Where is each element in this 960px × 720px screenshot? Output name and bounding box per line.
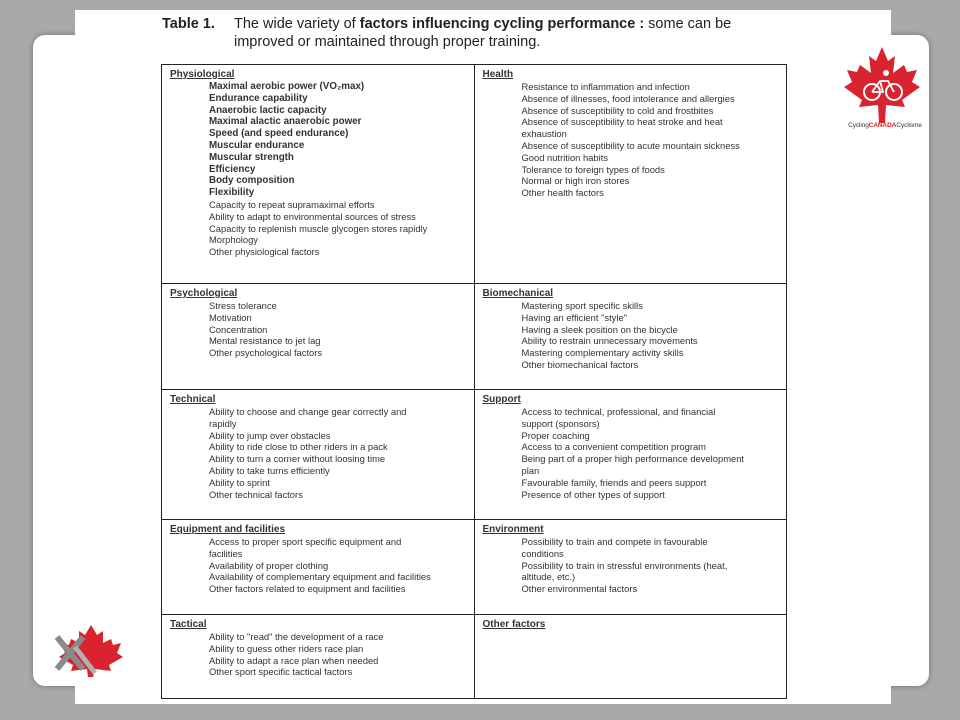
factor-item: Mastering complementary activity skills — [521, 347, 684, 359]
factor-item: Other health factors — [521, 187, 604, 199]
caption-line-1 — [162, 15, 862, 33]
factor-item: Other physiological factors — [209, 246, 320, 258]
category-cell-environment — [474, 520, 787, 615]
factor-item: Maximal aerobic power (VO₂max) — [209, 81, 365, 92]
caption-text-bold: factors influencing cycling performance : — [359, 16, 645, 32]
factor-item: Muscular endurance — [209, 139, 305, 151]
factor-list — [483, 536, 781, 595]
factor-item: Being part of a proper high performance development plan — [521, 453, 745, 476]
factor-item: Morphology — [209, 234, 258, 246]
factor-item: Ability to adapt a race plan when needed — [209, 654, 379, 666]
factor-item: Other biomechanical factors — [521, 358, 639, 370]
factor-item: Other psychological factors — [209, 347, 323, 359]
factor-item: Normal or high iron stores — [521, 175, 630, 187]
category-title: Equipment and facilities — [170, 524, 286, 535]
factor-item: Other environmental factors — [521, 583, 638, 595]
factor-item: Efficiency — [209, 163, 256, 175]
category-title: Psychological — [170, 288, 238, 299]
factor-item: Absence of susceptibility to heat stroke and heat exhaustion — [521, 116, 723, 140]
category-title: Other factors — [482, 619, 546, 630]
logo-text-red: CANADA — [868, 122, 897, 129]
factor-item: Access to proper sport specific equipment and facilities — [209, 536, 402, 559]
document-page — [75, 10, 891, 704]
factor-item: Access to a convenient competition program — [521, 441, 706, 453]
table-row — [162, 390, 787, 520]
factor-item: Motivation — [209, 311, 252, 323]
logo-text-suffix: Cyclisme — [896, 122, 922, 129]
factor-item: Tolerance to foreign types of foods — [521, 163, 665, 175]
factor-item: Absence of illnesses, food intolerance and allergies — [521, 92, 735, 104]
table-row — [162, 65, 787, 284]
table-row — [162, 615, 787, 699]
factor-item: Availability of complementary equipment and facilities — [209, 571, 431, 583]
logo-wordmark — [845, 122, 925, 129]
caption-text-after: some can be — [644, 16, 732, 32]
factor-item: Mental resistance to jet lag — [209, 335, 321, 347]
factor-item: Other technical factors — [209, 488, 303, 500]
factor-item: Mastering sport specific skills — [521, 300, 643, 311]
factor-item: Having an efficient "style" — [521, 311, 627, 323]
category-title: Technical — [170, 394, 216, 405]
factor-item: Maximal alactic anaerobic power — [209, 116, 362, 128]
factor-item: Ability to restrain unnecessary movements — [521, 335, 698, 347]
factor-item: Stress tolerance — [209, 300, 277, 311]
factor-item: Ability to choose and change gear correctly and rapidly — [209, 406, 407, 429]
factor-item: Ability to jump over obstacles — [209, 429, 331, 441]
factor-item: Ability to adapt to environmental sources of stress — [209, 210, 416, 222]
factor-list — [483, 406, 781, 500]
factor-list — [170, 536, 468, 595]
factor-item: Concentration — [209, 323, 268, 335]
caption-label: Table 1. — [162, 16, 215, 32]
category-cell-physiological — [162, 65, 475, 284]
factor-item: Presence of other types of support — [521, 488, 665, 500]
category-title: Biomechanical — [482, 288, 554, 299]
category-cell-equipment-and-facilities — [162, 520, 475, 615]
factor-item: Ability to guess other riders race plan — [209, 642, 364, 654]
category-cell-other-factors — [474, 615, 787, 699]
category-cell-tactical — [162, 615, 475, 699]
factor-item: Resistance to inflammation and infection — [521, 81, 690, 92]
factor-list — [483, 81, 781, 199]
factor-item: Good nutrition habits — [521, 151, 609, 163]
table-row — [162, 284, 787, 390]
category-cell-health — [474, 65, 787, 284]
category-title: Tactical — [170, 619, 207, 630]
factor-item: Possibility to train in stressful environments (heat, altitude, etc.) — [521, 559, 728, 583]
factor-item: Absence of susceptibility to acute mountain sickness — [521, 139, 740, 151]
factor-item: Other sport specific tactical factors — [209, 666, 353, 678]
cycling-mark-logo-icon — [53, 623, 125, 678]
factor-item: Body composition — [209, 175, 295, 187]
table-row — [162, 520, 787, 615]
factor-item: Ability to "read" the development of a race — [209, 631, 384, 642]
category-title: Physiological — [170, 69, 235, 80]
factors-table — [161, 64, 787, 699]
factor-item: Flexibility — [209, 187, 255, 199]
factor-item: Anaerobic lactic capacity — [209, 104, 327, 116]
factor-item: Possibility to train and compete in favourable conditions — [521, 536, 708, 559]
factor-item: Muscular strength — [209, 151, 294, 163]
factor-item: Endurance capability — [209, 92, 308, 104]
logo-text-prefix: Cycling — [848, 122, 869, 129]
category-title: Environment — [482, 524, 544, 535]
category-cell-technical — [162, 390, 475, 520]
factor-item: Ability to sprint — [209, 476, 270, 488]
factor-list — [170, 81, 468, 258]
factor-item: Absence of susceptibility to cold and frostbites — [521, 104, 714, 116]
category-cell-psychological — [162, 284, 475, 390]
factor-item: Access to technical, professional, and financial support (sponsors) — [521, 406, 716, 429]
factor-item: Ability to turn a corner without loosing time — [209, 453, 386, 465]
factor-list — [483, 300, 781, 371]
factor-item: Favourable family, friends and peers support — [521, 476, 707, 488]
category-title: Health — [482, 69, 514, 80]
category-cell-support — [474, 390, 787, 520]
category-cell-biomechanical — [474, 284, 787, 390]
factor-item: Availability of proper clothing — [209, 559, 329, 571]
factor-list — [170, 406, 468, 500]
factor-list — [170, 631, 468, 678]
category-title: Support — [482, 394, 521, 405]
table-caption — [162, 15, 862, 51]
factor-item: Proper coaching — [521, 429, 590, 441]
factor-item: Capacity to replenish muscle glycogen stores rapidly — [209, 222, 428, 234]
factor-item: Other factors related to equipment and facilities — [209, 583, 406, 595]
factor-item: Ability to take turns efficiently — [209, 464, 330, 476]
factor-item: Speed (and speed endurance) — [209, 128, 349, 140]
caption-text-before: The wide variety of — [234, 16, 360, 32]
factor-item: Ability to ride close to other riders in a pack — [209, 441, 388, 453]
caption-line-2: improved or maintained through proper training. — [234, 34, 541, 50]
factor-list — [170, 300, 468, 359]
factor-item: Having a sleek position on the bicycle — [521, 323, 678, 335]
factor-item: Capacity to repeat supramaximal efforts — [209, 198, 375, 210]
